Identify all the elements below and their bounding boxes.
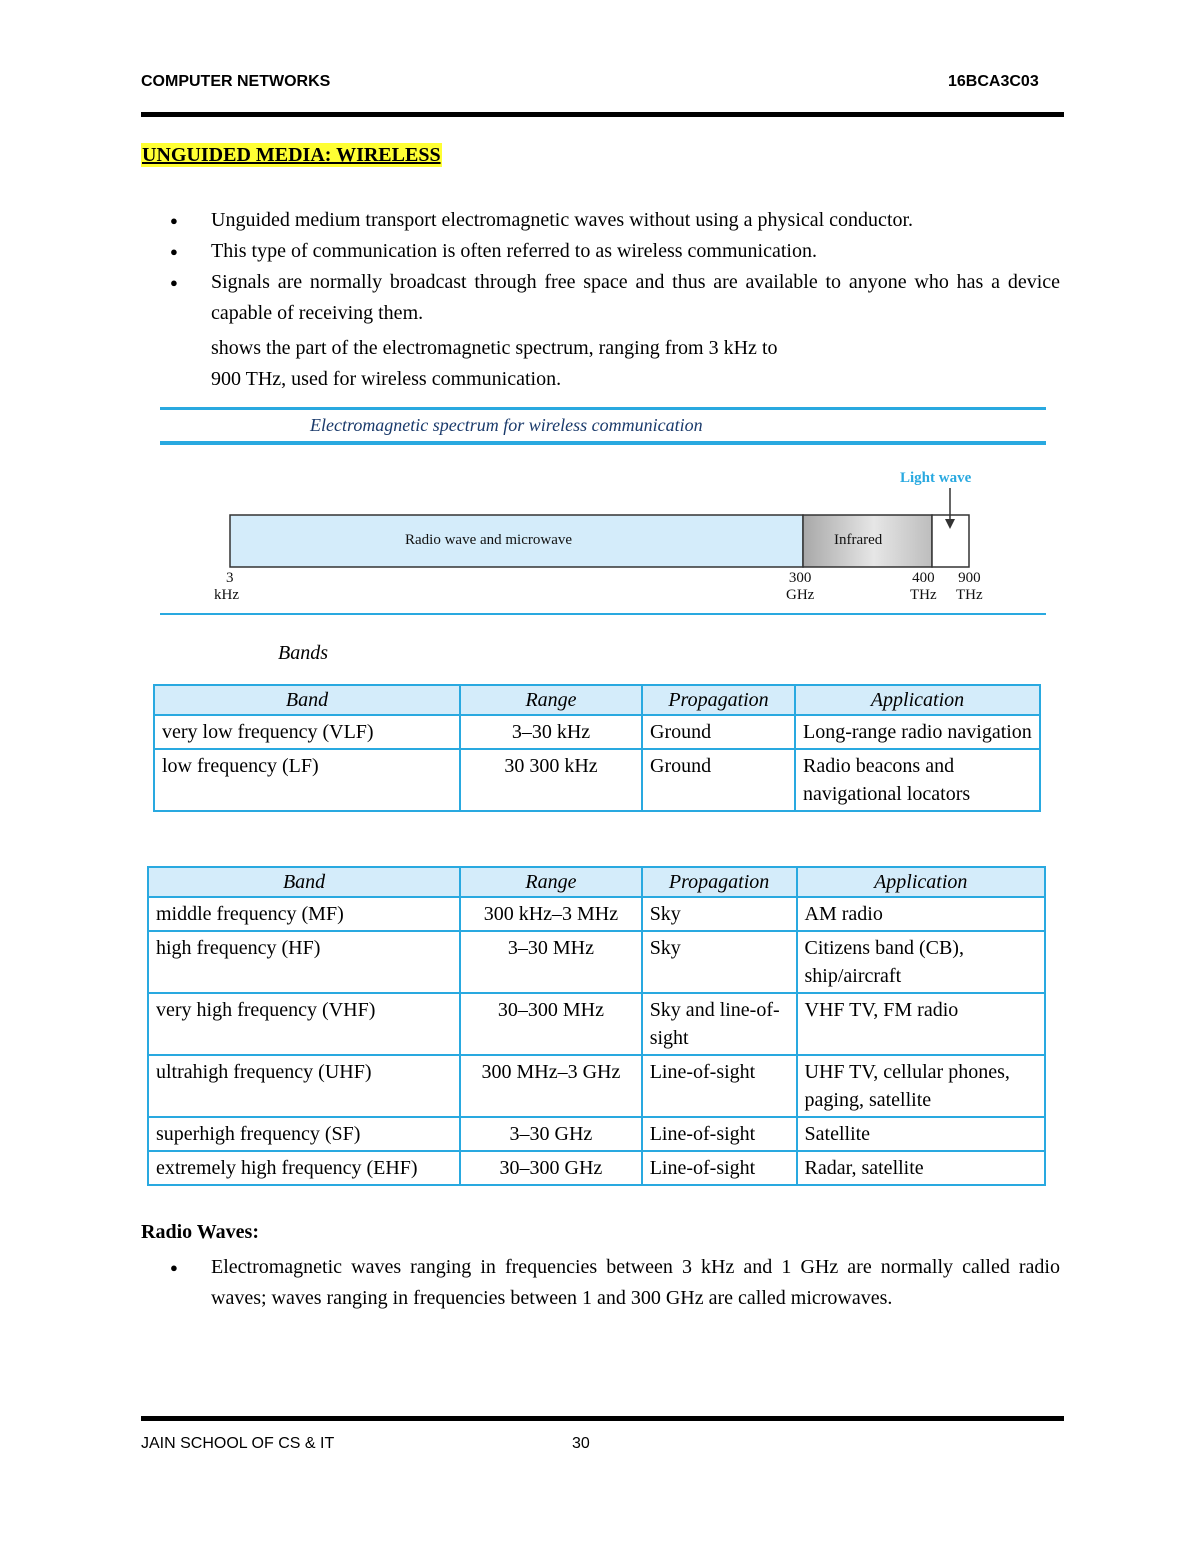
list-item: ● Unguided medium transport electromagnetic waves without using a physical conductor.	[170, 205, 1060, 236]
table-row: high frequency (HF) 3–30 MHz Sky Citizens band (CB), ship/aircraft	[148, 931, 1045, 993]
figure-top-rule	[160, 407, 1046, 410]
radio-band-label: Radio wave and microwave	[405, 532, 573, 548]
tick-900thz: 900 THz	[956, 570, 983, 603]
intro-bullet-list	[170, 205, 1060, 329]
footer-school: JAIN SCHOOL OF CS & IT	[141, 1435, 335, 1452]
column-header: Application	[795, 685, 1040, 715]
column-header: Range	[460, 867, 642, 897]
column-header: Propagation	[642, 867, 797, 897]
column-header: Propagation	[642, 685, 795, 715]
page-number: 30	[572, 1435, 590, 1452]
bands-label: Bands	[278, 642, 328, 664]
tick-300ghz: 300 GHz	[786, 570, 815, 603]
light-wave-label: Light wave	[900, 470, 972, 486]
figure-caption: Electromagnetic spectrum for wireless communication	[310, 415, 703, 435]
figure-caption-rule	[160, 441, 1046, 445]
figure-bottom-rule	[160, 613, 1046, 615]
section-title: UNGUIDED MEDIA: WIRELESS	[142, 144, 441, 166]
infrared-band-label: Infrared	[834, 532, 883, 548]
tick-400thz: 400 THz	[910, 570, 937, 603]
radio-bullet-list	[170, 1252, 1060, 1314]
radio-waves-title: Radio Waves:	[141, 1221, 259, 1243]
table-row: extremely high frequency (EHF) 30–300 GHz Line-of-sight Radar, satellite	[148, 1151, 1045, 1185]
list-item: ● Electromagnetic waves ranging in frequencies between 3 kHz and 1 GHz are normally called radio waves; waves ranging in frequencies between 1 and 300 GHz are called microwaves.	[170, 1252, 1060, 1314]
list-item: ● This type of communication is often referred to as wireless communication.	[170, 236, 1060, 267]
table-row: middle frequency (MF) 300 kHz–3 MHz Sky AM radio	[148, 897, 1045, 931]
table-header-row	[148, 867, 1045, 897]
tick-3khz: 3 kHz	[214, 570, 239, 603]
bands-table-2	[147, 866, 1046, 1186]
column-header: Range	[460, 685, 642, 715]
column-header: Band	[154, 685, 460, 715]
column-header: Application	[797, 867, 1045, 897]
list-item: ● Signals are normally broadcast through free space and thus are available to anyone who has a device capable of receiving them.	[170, 267, 1060, 329]
header-rule	[141, 112, 1064, 117]
header-course: COMPUTER NETWORKS	[141, 73, 331, 90]
table-row: very high frequency (VHF) 30–300 MHz Sky and line-of-sight VHF TV, FM radio	[148, 993, 1045, 1055]
header-code: 16BCA3C03	[948, 73, 1039, 90]
table-row: superhigh frequency (SF) 3–30 GHz Line-of-sight Satellite	[148, 1117, 1045, 1151]
table-row: low frequency (LF) 30 300 kHz Ground Radio beacons and navigational locators	[154, 749, 1040, 811]
footer-rule	[141, 1416, 1064, 1421]
column-header: Band	[148, 867, 460, 897]
table-row: ultrahigh frequency (UHF) 300 MHz–3 GHz Line-of-sight UHF TV, cellular phones, paging, satellite	[148, 1055, 1045, 1117]
spectrum-text-line-2: 900 THz, used for wireless communication.	[211, 368, 562, 390]
bands-table-1	[153, 684, 1041, 812]
table-header-row	[154, 685, 1040, 715]
spectrum-text-line-1: shows the part of the electromagnetic spectrum, ranging from 3 kHz to	[211, 337, 778, 359]
table-row: very low frequency (VLF) 3–30 kHz Ground Long-range radio navigation	[154, 715, 1040, 749]
